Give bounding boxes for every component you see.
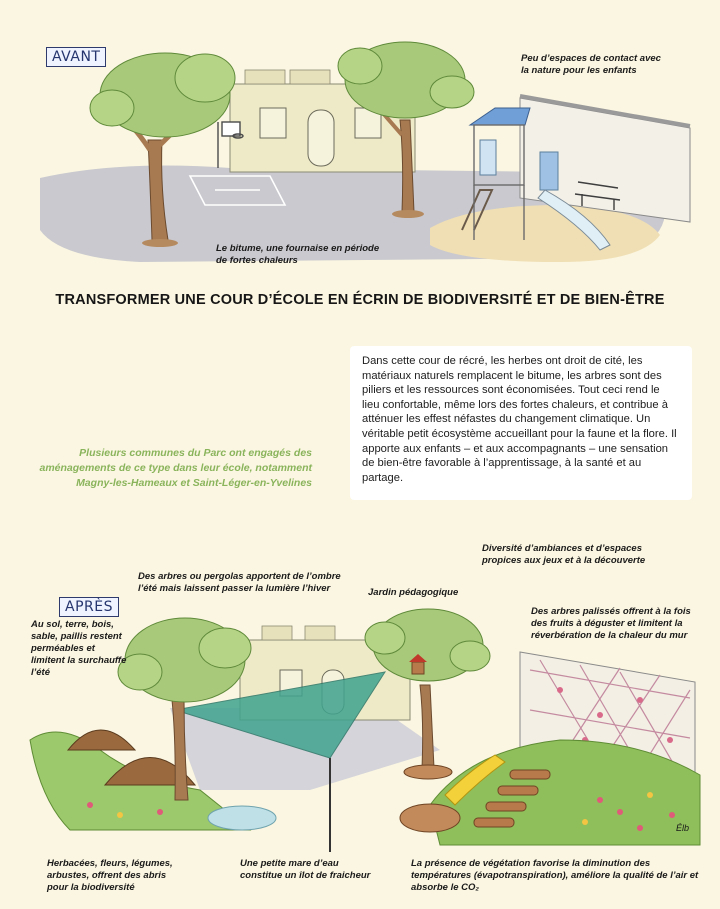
note-espalier: Des arbres palissés offrent à la fois des fruits à déguster et limitent la réverbération de la chaleur du mur [531, 606, 691, 641]
note-garden: Jardin pédagogique [368, 587, 459, 598]
note-shade: Des arbres ou pergolas apportent de l’ombre l’été mais laissent passer la lumière l’hiver [138, 571, 341, 594]
note-diversity: Diversité d’ambiances et d’espaces propices aux jeux et à la découverte [482, 543, 646, 566]
note-plants: Herbacées, fleurs, légumes, arbustes, offrent des abris pour la biodiversité [47, 858, 173, 893]
note-ground: Au sol, terre, bois, sable, paillis restent perméables et limitent la surchauffe l’été [31, 619, 127, 678]
page-title: TRANSFORMER UNE COUR D’ÉCOLE EN ÉCRIN DE BIODIVERSITÉ ET DE BIEN-ÊTRE [55, 292, 665, 308]
note-nature-contact: Peu d’espaces de contact avec la nature pour les enfants [521, 53, 661, 76]
note-pond: Une petite mare d’eau constitue un îlot de fraicheur [240, 858, 371, 881]
note-bitumen: Le bitume, une fournaise en période de fortes chaleurs [216, 243, 380, 266]
note-vegetation: La présence de végétation favorise la diminution des températures (évapotranspiration), améliore la qualité de l’air et absorbe le CO₂ [411, 858, 699, 893]
body-text: Dans cette cour de récré, les herbes ont droit de cité, les matériaux naturels remplacent le bitume, les arbres sont des piliers et les ressources sont économisées. Tout ceci rend le lieu confortable, même lors des fortes chaleurs, et contribue à atténuer les effest néfastes du changement climatique. Un véritable petit écosystème accueillant pour la faune et la flore. Il apporte aux enfants – et aux accompagnants – une sensation de bien-être favorable à l’apprentissage, à la santé et au partage. [362, 355, 677, 484]
before-illustration [0, 0, 720, 280]
small-pond [208, 806, 276, 830]
signature: Élb [676, 823, 690, 833]
after-badge: APRÈS [59, 597, 119, 617]
side-note-communes: Plusieurs communes du Parc ont engagés des aménagements de ce type dans leur école, notamment Magny-les-Hameaux et Saint-Léger-en-Yvelines [39, 447, 312, 489]
grass-mound [430, 740, 700, 845]
body-text-box [350, 346, 692, 500]
tree-stump-ring [400, 804, 460, 832]
before-badge: AVANT [46, 47, 106, 67]
